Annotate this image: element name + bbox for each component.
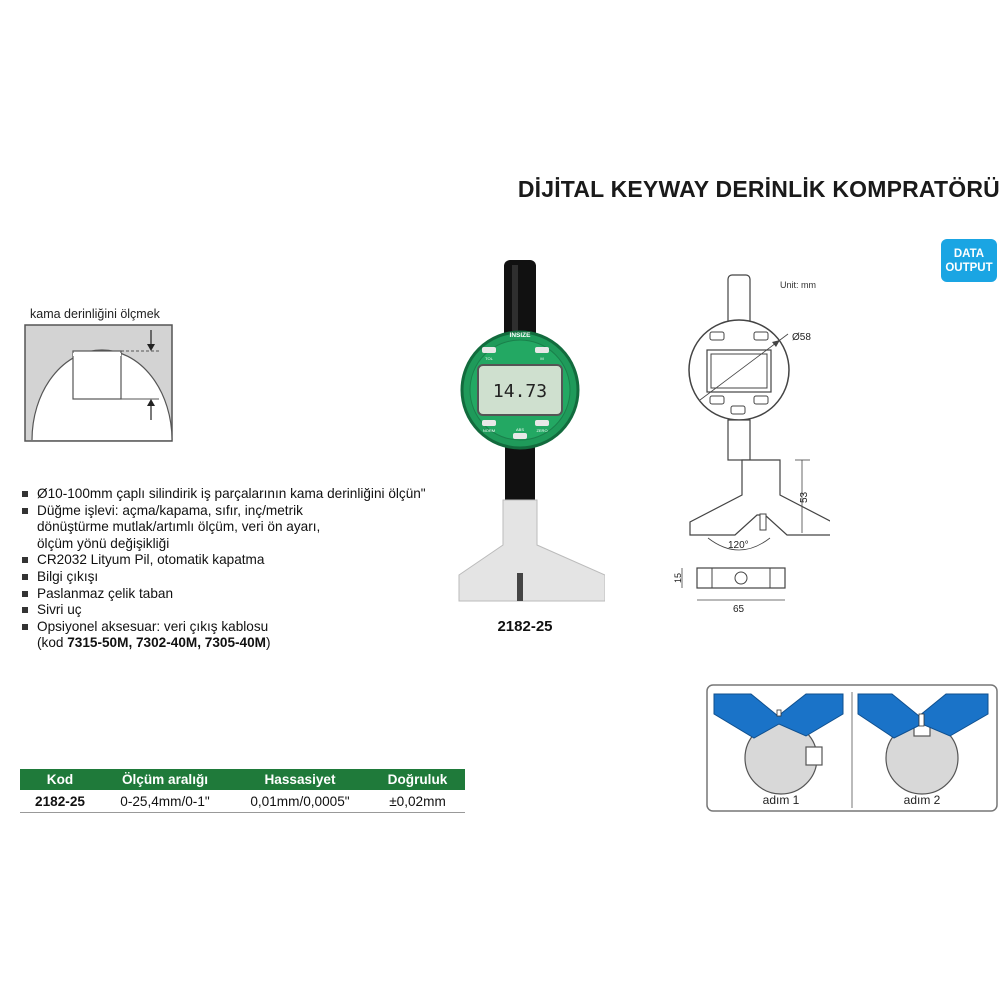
feature-item: Opsiyonel aksesuar: veri çıkış kablosu (kod 7315-50M, 7302-40M, 7305-40M) (20, 619, 460, 652)
col-header-code: Kod (20, 769, 100, 790)
feature-item: CR2032 Lityum Pil, otomatik kapatma (20, 552, 460, 569)
col-header-range: Ölçüm aralığı (100, 769, 230, 790)
unit-label: Unit: mm (780, 280, 816, 290)
brand-logo: INSIZE (509, 332, 531, 339)
feature-item: Ø10-100mm çaplı silindirik iş parçalarının kama derinliğini ölçün" (20, 486, 460, 503)
abs-label: ABS (515, 427, 525, 432)
keyway-illustration (24, 324, 174, 444)
spec-table (20, 769, 465, 813)
product-model-label: 2182-25 (497, 618, 553, 635)
feature-item: Sivri uç (20, 602, 460, 619)
keyway-slot (73, 351, 121, 399)
technical-drawing (670, 270, 830, 620)
product-photo (455, 255, 605, 610)
zero-button[interactable] (535, 420, 549, 426)
keyway-slot-gap (73, 353, 121, 356)
m-label: M (540, 356, 544, 361)
keyway-illustration-label: kama derinliğini ölçmek (30, 307, 160, 321)
m-button[interactable] (535, 347, 549, 353)
step-1-label: adım 1 (762, 793, 800, 807)
accessory-codes: 7315-50M, 7302-40M, 7305-40M (67, 635, 266, 651)
col-header-resolution: Hassasiyet (230, 769, 370, 790)
cell-accuracy: ±0,02mm (370, 790, 465, 813)
feature-item: Paslanmaz çelik taban (20, 586, 460, 603)
width-label: 65 (733, 604, 745, 615)
lcd-reading: 14.73 (492, 381, 548, 402)
cell-resolution: 0,01mm/0,0005" (230, 790, 370, 813)
feature-list (20, 486, 460, 652)
drawing-stem-bottom (728, 420, 750, 460)
cell-code: 2182-25 (20, 790, 100, 813)
badge-line-2: OUTPUT (945, 261, 993, 274)
step-2-label: adım 2 (903, 793, 941, 807)
norm-label: NORM (482, 428, 496, 433)
feature-item: Bilgi çıkışı (20, 569, 460, 586)
col-header-accuracy: Doğruluk (370, 769, 465, 790)
gauge-tip (517, 573, 523, 601)
cell-range: 0-25,4mm/0-1" (100, 790, 230, 813)
table-row (20, 790, 465, 813)
diameter-label: Ø58 (792, 332, 811, 343)
zero-label: ZERO (536, 428, 548, 433)
tol-button[interactable] (482, 347, 496, 353)
feature-item: Düğme işlevi: açma/kapama, sıfır, inç/metrik dönüştürme mutlak/artımlı ölçüm, veri ön ayarı, ölçüm yönü değişikliği (20, 503, 337, 553)
data-output-badge (941, 239, 997, 282)
thickness-label: 15 (673, 572, 683, 583)
norm-button[interactable] (482, 420, 496, 426)
tol-label: TOL (485, 356, 493, 361)
page-title: DİJİTAL KEYWAY DERİNLİK KOMPRATÖRÜ (517, 176, 1000, 202)
abs-button[interactable] (513, 433, 527, 439)
step-diagrams (706, 684, 998, 812)
gauge-base (459, 500, 605, 601)
angle-label: 120° (728, 540, 749, 551)
badge-line-1: DATA (953, 247, 985, 260)
height-label: 53 (799, 491, 810, 503)
